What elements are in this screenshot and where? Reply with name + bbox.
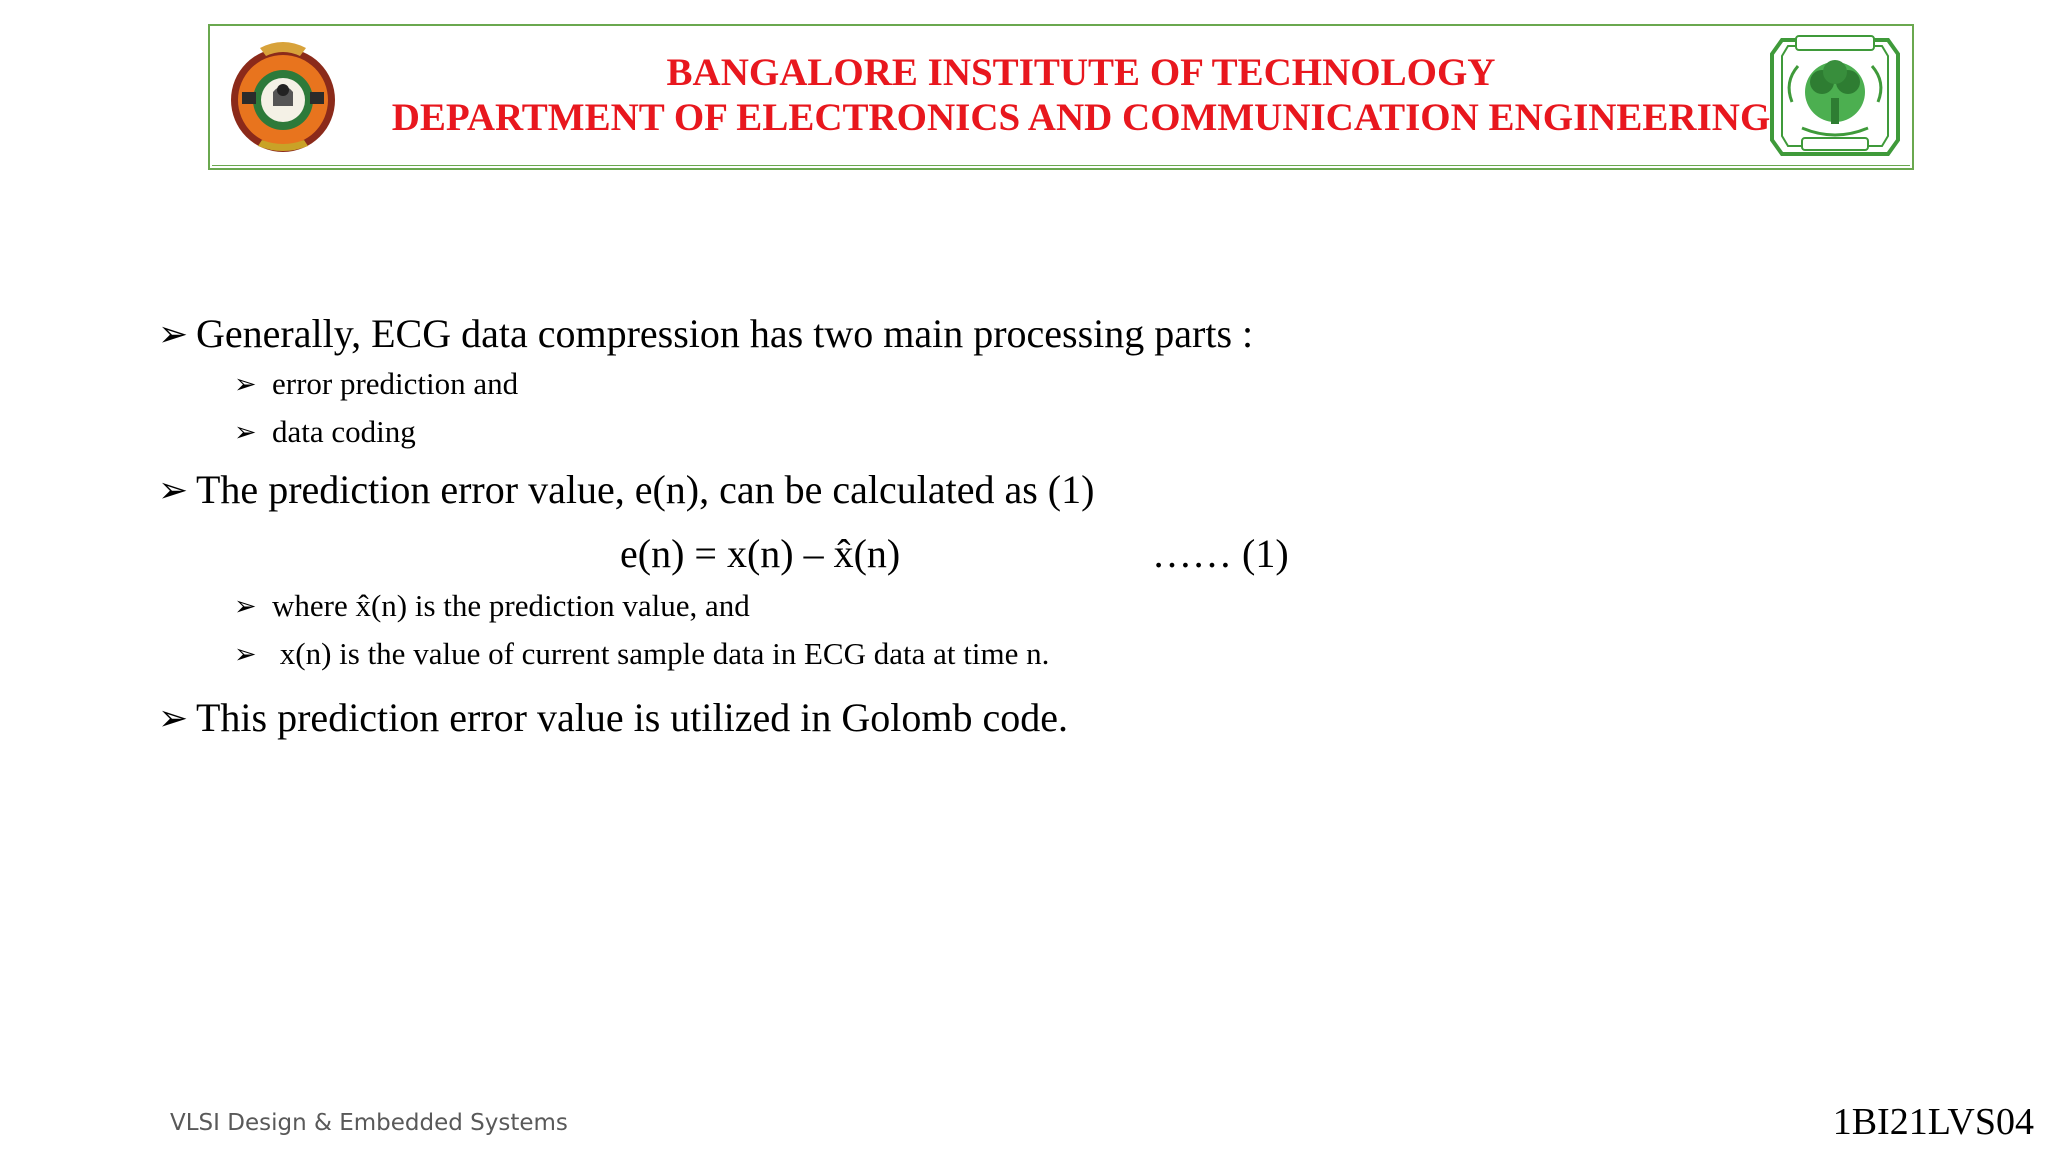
header-banner <box>208 24 1914 170</box>
bullet-prediction-error <box>158 464 1758 516</box>
footer-student-id: 1BI21LVS04 <box>1832 1101 2034 1143</box>
sub-bullet-prediction-value <box>158 582 1758 630</box>
arrow-bullet-icon: ➢ <box>234 417 257 447</box>
bullet-text: This prediction error value is utilized in Golomb code. <box>196 695 1068 740</box>
institute-name: BANGALORE INSTITUTE OF TECHNOLOGY <box>666 51 1496 94</box>
arrow-bullet-icon: ➢ <box>234 369 257 399</box>
equation: e(n) = x(n) – x̂(n) <box>620 531 901 576</box>
institute-crest-icon <box>1762 32 1908 162</box>
sub-bullet-text: where x̂(n) is the prediction value, and <box>272 588 750 623</box>
footer-course-name: VLSI Design & Embedded Systems <box>170 1110 568 1136</box>
sub-bullet-text: x(n) is the value of current sample data in ECG data at time n. <box>272 636 1050 671</box>
header-title <box>210 50 1912 140</box>
department-name: DEPARTMENT OF ELECTRONICS AND COMMUNICATION ENGINEERING <box>391 96 1771 139</box>
sub-bullet-text: data coding <box>272 414 416 449</box>
arrow-bullet-icon: ➢ <box>234 591 257 621</box>
arrow-bullet-icon: ➢ <box>158 698 189 738</box>
sub-bullet-text: error prediction and <box>272 366 519 401</box>
equation-line <box>158 526 1758 582</box>
sub-bullet-current-sample <box>158 630 1758 678</box>
equation-number: …… (1) <box>1152 531 1289 576</box>
arrow-bullet-icon: ➢ <box>158 314 189 354</box>
sub-bullet-data-coding <box>158 408 1758 456</box>
bullet-ecg-parts <box>158 308 1758 360</box>
bullet-text: The prediction error value, e(n), can be calculated as (1) <box>196 467 1095 512</box>
slide-body <box>158 308 1758 744</box>
bullet-text: Generally, ECG data compression has two main processing parts : <box>196 311 1254 356</box>
bullet-golomb <box>158 692 1758 744</box>
arrow-bullet-icon: ➢ <box>234 639 257 669</box>
arrow-bullet-icon: ➢ <box>158 470 189 510</box>
sub-bullet-error-prediction <box>158 360 1758 408</box>
